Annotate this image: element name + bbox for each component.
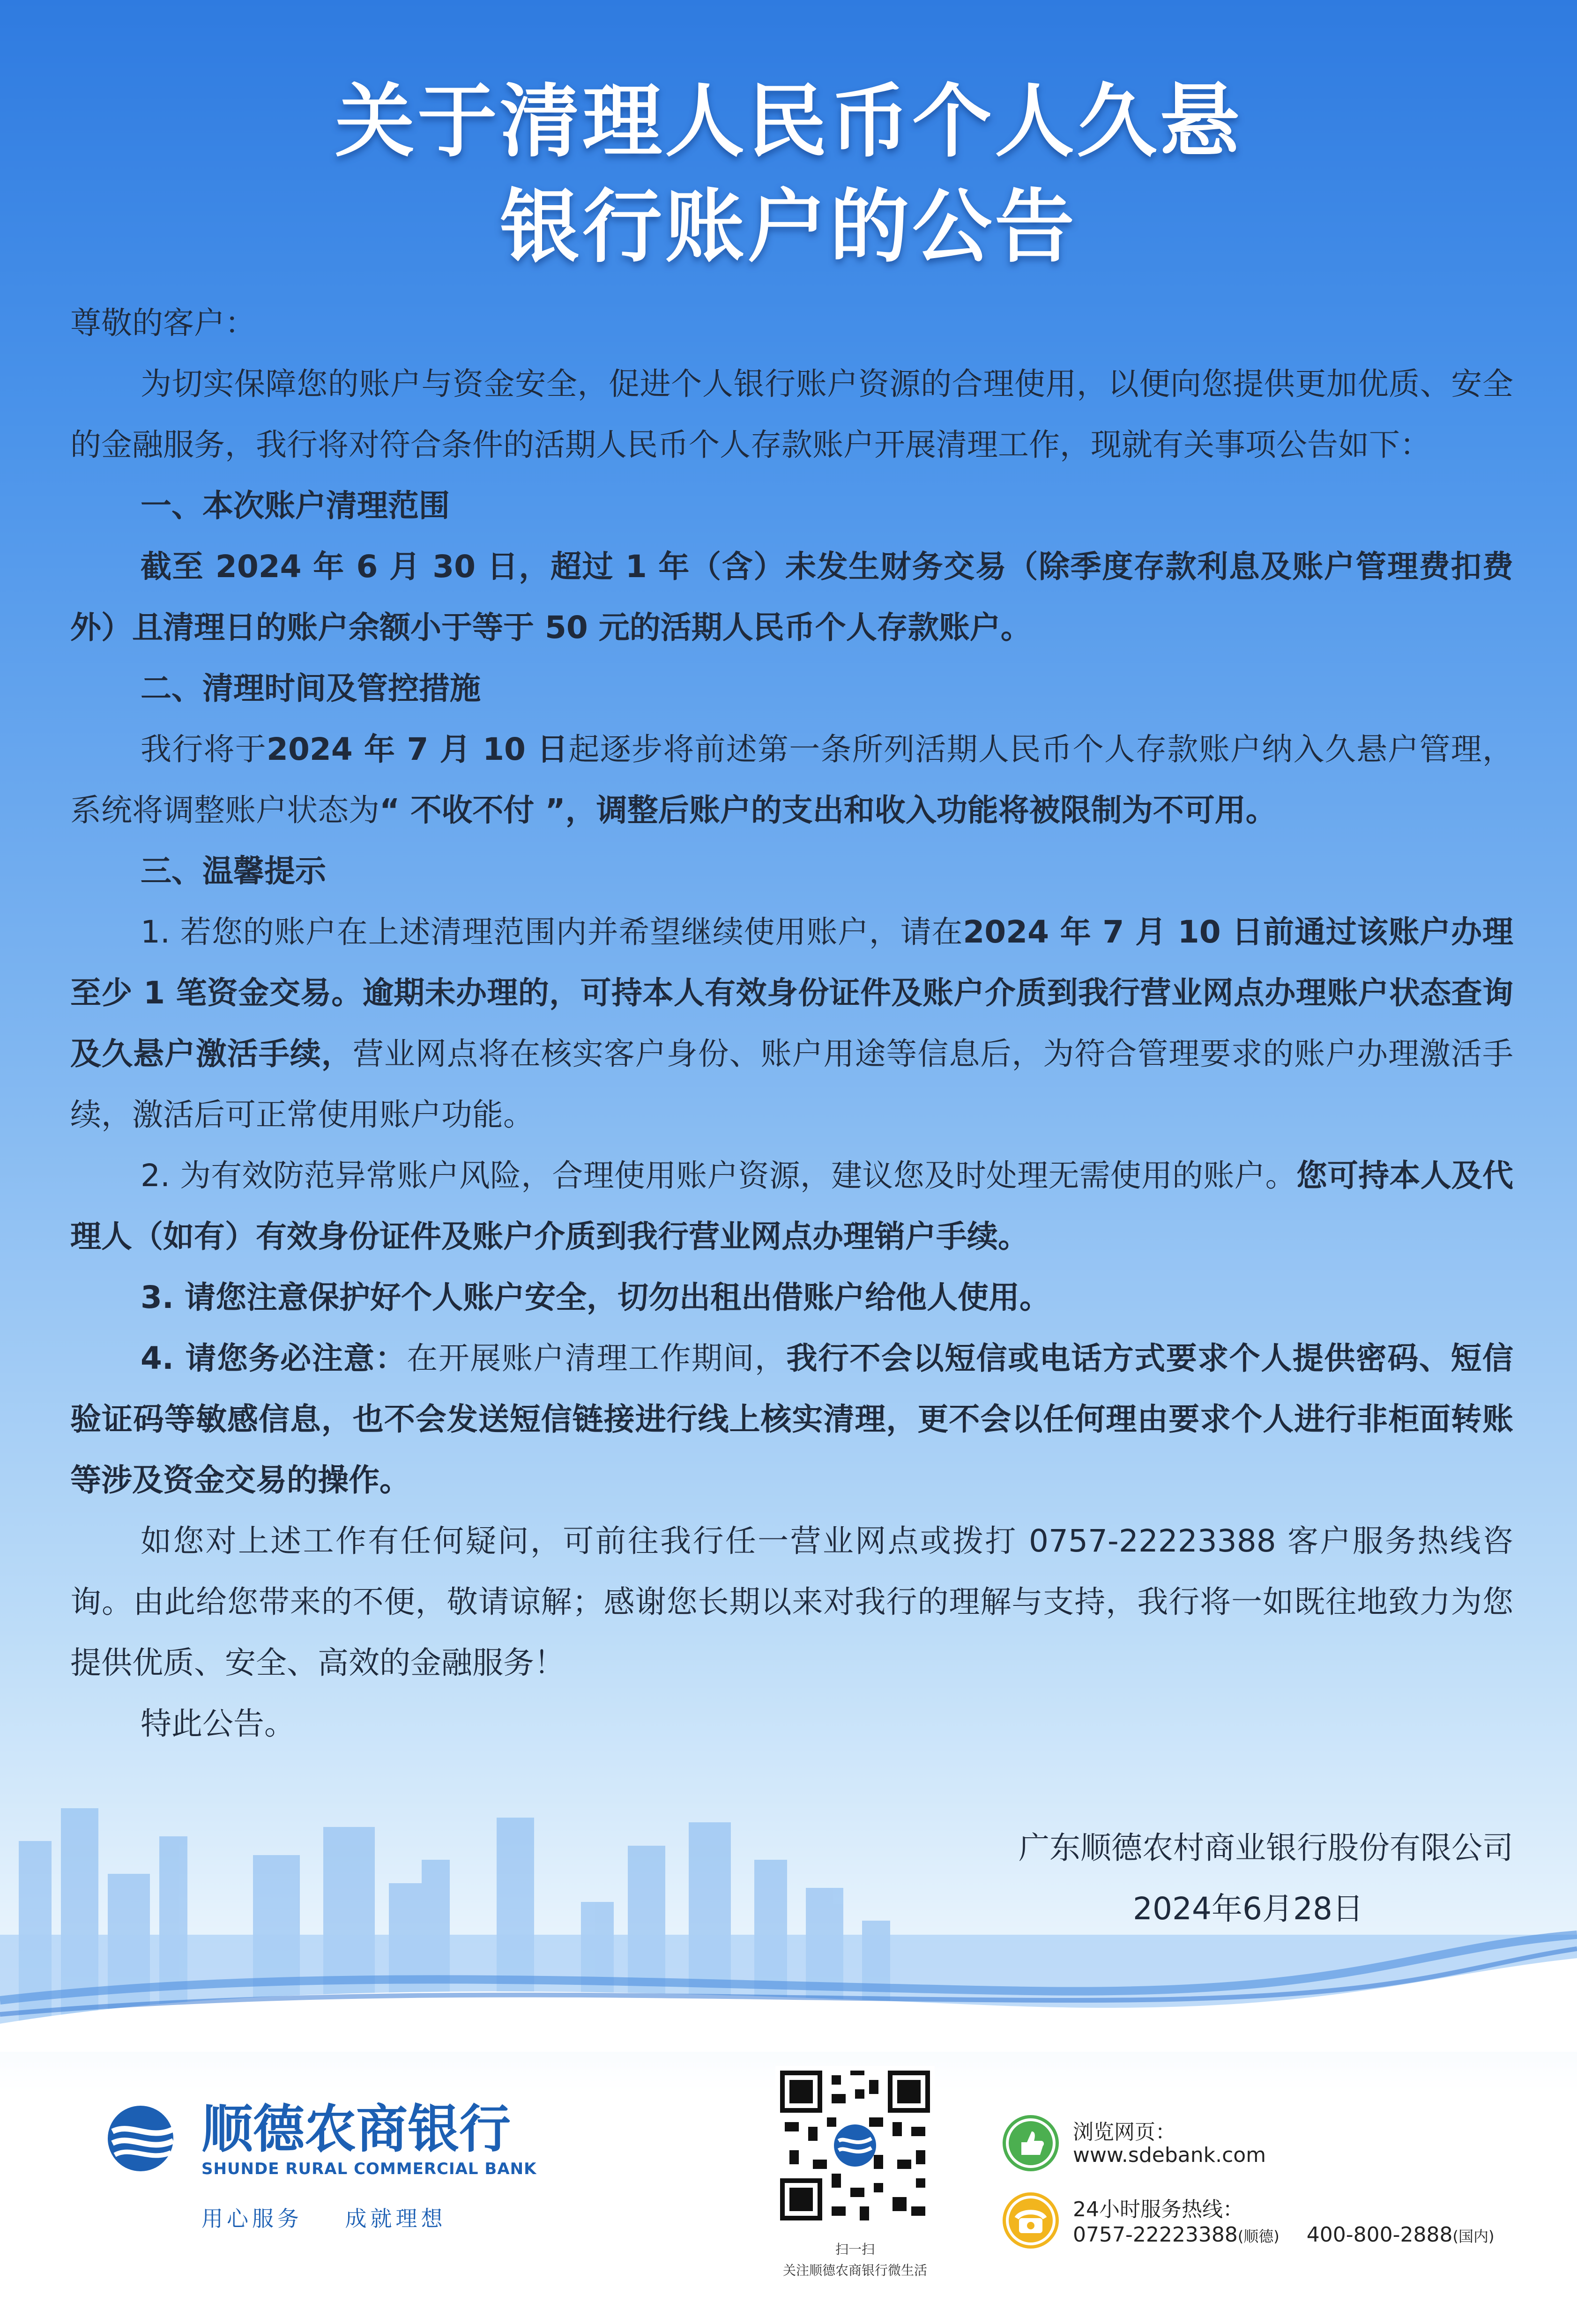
notice-body bbox=[70, 293, 1513, 1754]
closing-paragraph: 如您对上述工作有任何疑问，可前往我行任一营业网点或拨打 0757-22223388 客户服务热线咨询。由此给您带来的不便，敬请谅解；感谢您长期以来对我行的理解与支持，我行将一如既往地致力为您提供优质、安全、高效的金融服务！ bbox=[70, 1523, 1513, 1681]
qr-caption-follow: 关注顺德农商银行微生活 bbox=[782, 2263, 927, 2278]
bank-slogan: 用心服务 成就理想 bbox=[201, 2206, 446, 2231]
tip2-text-a: 2. 为有效防范异常账户风险，合理使用账户资源，建议您及时处理无需使用的账户。 bbox=[141, 1158, 1296, 1194]
section1-text: 截至 2024 年 6 月 30 日，超过 1 年（含）未发生财务交易（除季度存款利息及账户管理费扣费外）且清理日的账户余额小于等于 50 元的活期人民币个人存款账户。 bbox=[70, 549, 1513, 646]
tip4-text-c: 我行不会以短信或电话方式要求个人提供密码、短信验证码等敏感信息，也不会发送短信链接进行线上核实清理，更不会以任何理由要求个人进行非柜面转账等涉及资金交易的操作。 bbox=[70, 1340, 1514, 1498]
web-label: 浏览网页： bbox=[1073, 2120, 1176, 2144]
tip-item-4 bbox=[70, 1328, 1513, 1511]
section2-text-a: 我行将于 bbox=[141, 731, 267, 767]
web-url[interactable]: www.sdebank.com bbox=[1073, 2143, 1266, 2167]
phone-icon bbox=[1003, 2192, 1059, 2249]
section2-date: 2024 年 7 月 10 日 bbox=[267, 731, 569, 767]
hotline-label: 24小时服务热线： bbox=[1073, 2198, 1243, 2221]
hotline-national-number[interactable]: 400-800-2888 bbox=[1306, 2223, 1453, 2247]
tip-item-1 bbox=[70, 902, 1513, 1145]
hotline-national-note: (国内) bbox=[1452, 2227, 1495, 2245]
hotline-numbers bbox=[1073, 2223, 1494, 2247]
tip1-text-a: 1. 若您的账户在上述清理范围内并希望继续使用账户，请在 bbox=[141, 914, 963, 950]
tip1-text-c: 营业网点将在核实客户身份、账户用途等信息后，为符合管理要求的账户办理激活手续，激活后可正常使用账户功能。 bbox=[70, 1036, 1514, 1133]
greeting: 尊敬的客户： bbox=[70, 305, 256, 341]
wechat-qr-code[interactable] bbox=[775, 2066, 935, 2225]
section3-heading: 三、温馨提示 bbox=[141, 853, 326, 889]
signature-block bbox=[918, 1818, 1513, 1939]
tip4-text-a: 4. 请您务必注意： bbox=[141, 1340, 407, 1376]
title-line-2: 银行账户的公告 bbox=[499, 181, 1077, 274]
hotline-shunde-number[interactable]: 0757-22223388 bbox=[1073, 2223, 1238, 2247]
notice-end: 特此公告。 bbox=[141, 1706, 295, 1742]
bank-name-cn: 顺德农商银行 bbox=[201, 2099, 511, 2159]
qr-code-icon bbox=[775, 2066, 935, 2225]
tip1-text-b: 2024 年 7 月 10 日前通过该账户办理至少 1 笔资金交易。逾期未办理的，可持本人有效身份证件及账户介质到我行营业网点办理账户状态查询及久悬户激活手续， bbox=[70, 914, 1513, 1072]
tip2-text-b: 您可持本人及代理人（如有）有效身份证件及账户介质到我行营业网点办理销户手续。 bbox=[70, 1158, 1513, 1255]
bank-name-en: SHUNDE RURAL COMMERCIAL BANK bbox=[201, 2160, 537, 2178]
tip-item-3: 3. 请您注意保护好个人账户安全，切勿出租出借账户给他人使用。 bbox=[141, 1279, 1050, 1315]
intro-paragraph: 为切实保障您的账户与资金安全，促进个人银行账户资源的合理使用，以便向您提供更加优质、安全的金融服务，我行将对符合条件的活期人民币个人存款账户开展清理工作，现就有关事项公告如下： bbox=[70, 366, 1513, 463]
section1-heading: 一、本次账户清理范围 bbox=[141, 488, 450, 524]
qr-caption-scan: 扫一扫 bbox=[835, 2242, 875, 2257]
thumbs-up-icon bbox=[1003, 2115, 1059, 2171]
signature-org: 广东顺德农村商业银行股份有限公司 bbox=[1019, 1830, 1513, 1866]
hotline-shunde-note: (顺德) bbox=[1237, 2227, 1279, 2245]
bank-logo-icon bbox=[103, 2103, 197, 2174]
title-line-1: 关于清理人民币个人久悬 bbox=[335, 75, 1242, 168]
section2-heading: 二、清理时间及管控措施 bbox=[141, 670, 481, 706]
signature-date: 2024年6月28日 bbox=[1133, 1891, 1363, 1927]
section2-text-c: 起逐步将前述第一条所列活期人民币个人存款账户纳入久悬户管理，系统将调整账户状态为 bbox=[70, 731, 1514, 828]
tip-item-2 bbox=[70, 1145, 1513, 1267]
section2-text bbox=[70, 719, 1513, 841]
section2-status: “ 不收不付 ”，调整后账户的支出和收入功能将被限制为不可用。 bbox=[379, 792, 1277, 828]
tip4-text-b: 在开展账户清理工作期间， bbox=[407, 1340, 787, 1376]
